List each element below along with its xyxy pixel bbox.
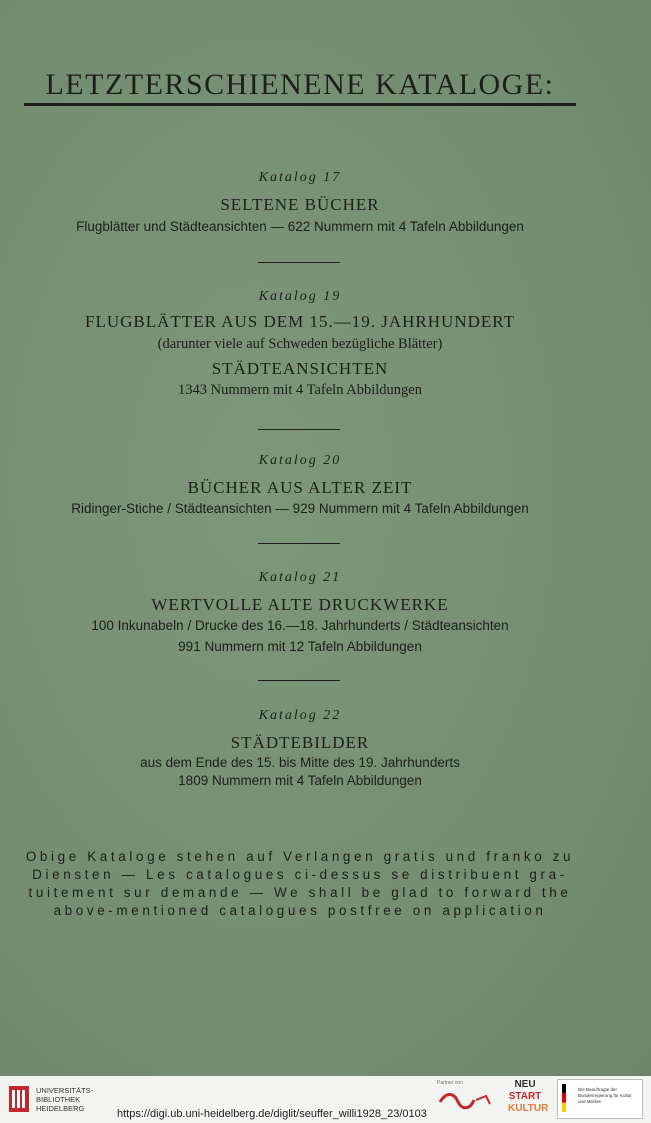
divider <box>258 680 340 681</box>
library-name: UNIVERSITÄTS- BIBLIOTHEK HEIDELBERG <box>36 1086 94 1113</box>
permalink-url[interactable]: https://digi.ub.uni-heidelberg.de/diglit/seuffer_willi1928_23/0103 <box>117 1108 427 1120</box>
catalog-20-title: BÜCHER AUS ALTER ZEIT <box>187 478 413 497</box>
partner-label: Partner von <box>437 1080 463 1086</box>
catalog-19-desc: 1343 Nummern mit 4 Tafeln Abbildungen <box>178 382 422 398</box>
attribution-bar <box>0 1076 651 1123</box>
catalog-19-title2: STÄDTEANSICHTEN <box>211 359 389 378</box>
catalog-20-label: Katalog 20 <box>258 453 342 468</box>
partner-logo-icon <box>436 1088 496 1114</box>
note-line-1: Obige Kataloge stehen auf Verlangen gratis und franko zu <box>25 849 575 864</box>
note-line-2: Diensten — Les catalogues ci-dessus se distribuent gra- <box>32 867 568 882</box>
page-title: LETZTERSCHIENENE KATALOGE: <box>45 68 555 101</box>
catalog-21-label: Katalog 21 <box>258 570 342 585</box>
catalog-22-title: STÄDTEBILDER <box>230 733 370 752</box>
catalog-21-desc2: 991 Nummern mit 12 Tafeln Abbildungen <box>178 639 422 654</box>
catalog-21-title: WERTVOLLE ALTE DRUCKWERKE <box>151 595 449 614</box>
catalog-17-title: SELTENE BÜCHER <box>220 195 380 214</box>
catalog-17-label: Katalog 17 <box>258 170 342 185</box>
university-library-logo-icon <box>8 1082 30 1114</box>
note-line-4: above-mentioned catalogues postfree on application <box>53 903 547 918</box>
note-line-3: tuitement sur demande — We shall be glad to forward the <box>28 885 572 900</box>
divider <box>258 262 340 263</box>
catalog-22-desc: aus dem Ende des 15. bis Mitte des 19. Jahrhunderts <box>140 755 460 770</box>
catalog-20-desc: Ridinger-Stiche / Städteansichten — 929 Nummern mit 4 Tafeln Abbildungen <box>71 501 529 516</box>
bkm-logo: Die Beauftragte der Bundesregierung für Kultur und Medien <box>557 1079 643 1119</box>
title-underline <box>24 103 576 106</box>
catalog-19-title: FLUGBLÄTTER AUS DEM 15.—19. JAHRHUNDERT <box>85 312 515 331</box>
divider <box>258 429 340 430</box>
catalog-19-subtitle: (darunter viele auf Schweden bezügliche Blätter) <box>157 336 443 352</box>
catalog-22-desc2: 1809 Nummern mit 4 Tafeln Abbildungen <box>178 773 422 788</box>
catalog-21-desc: 100 Inkunabeln / Drucke des 16.—18. Jahrhunderts / Städteansichten <box>91 618 509 633</box>
german-flag-icon <box>562 1084 566 1112</box>
catalog-19-label: Katalog 19 <box>258 289 342 304</box>
neustart-kultur-logo: NEU START KULTUR <box>508 1079 549 1114</box>
catalog-22-label: Katalog 22 <box>258 708 342 723</box>
catalog-17-desc: Flugblätter und Städteansichten — 622 Nummern mit 4 Tafeln Abbildungen <box>76 219 524 234</box>
divider <box>258 543 340 544</box>
